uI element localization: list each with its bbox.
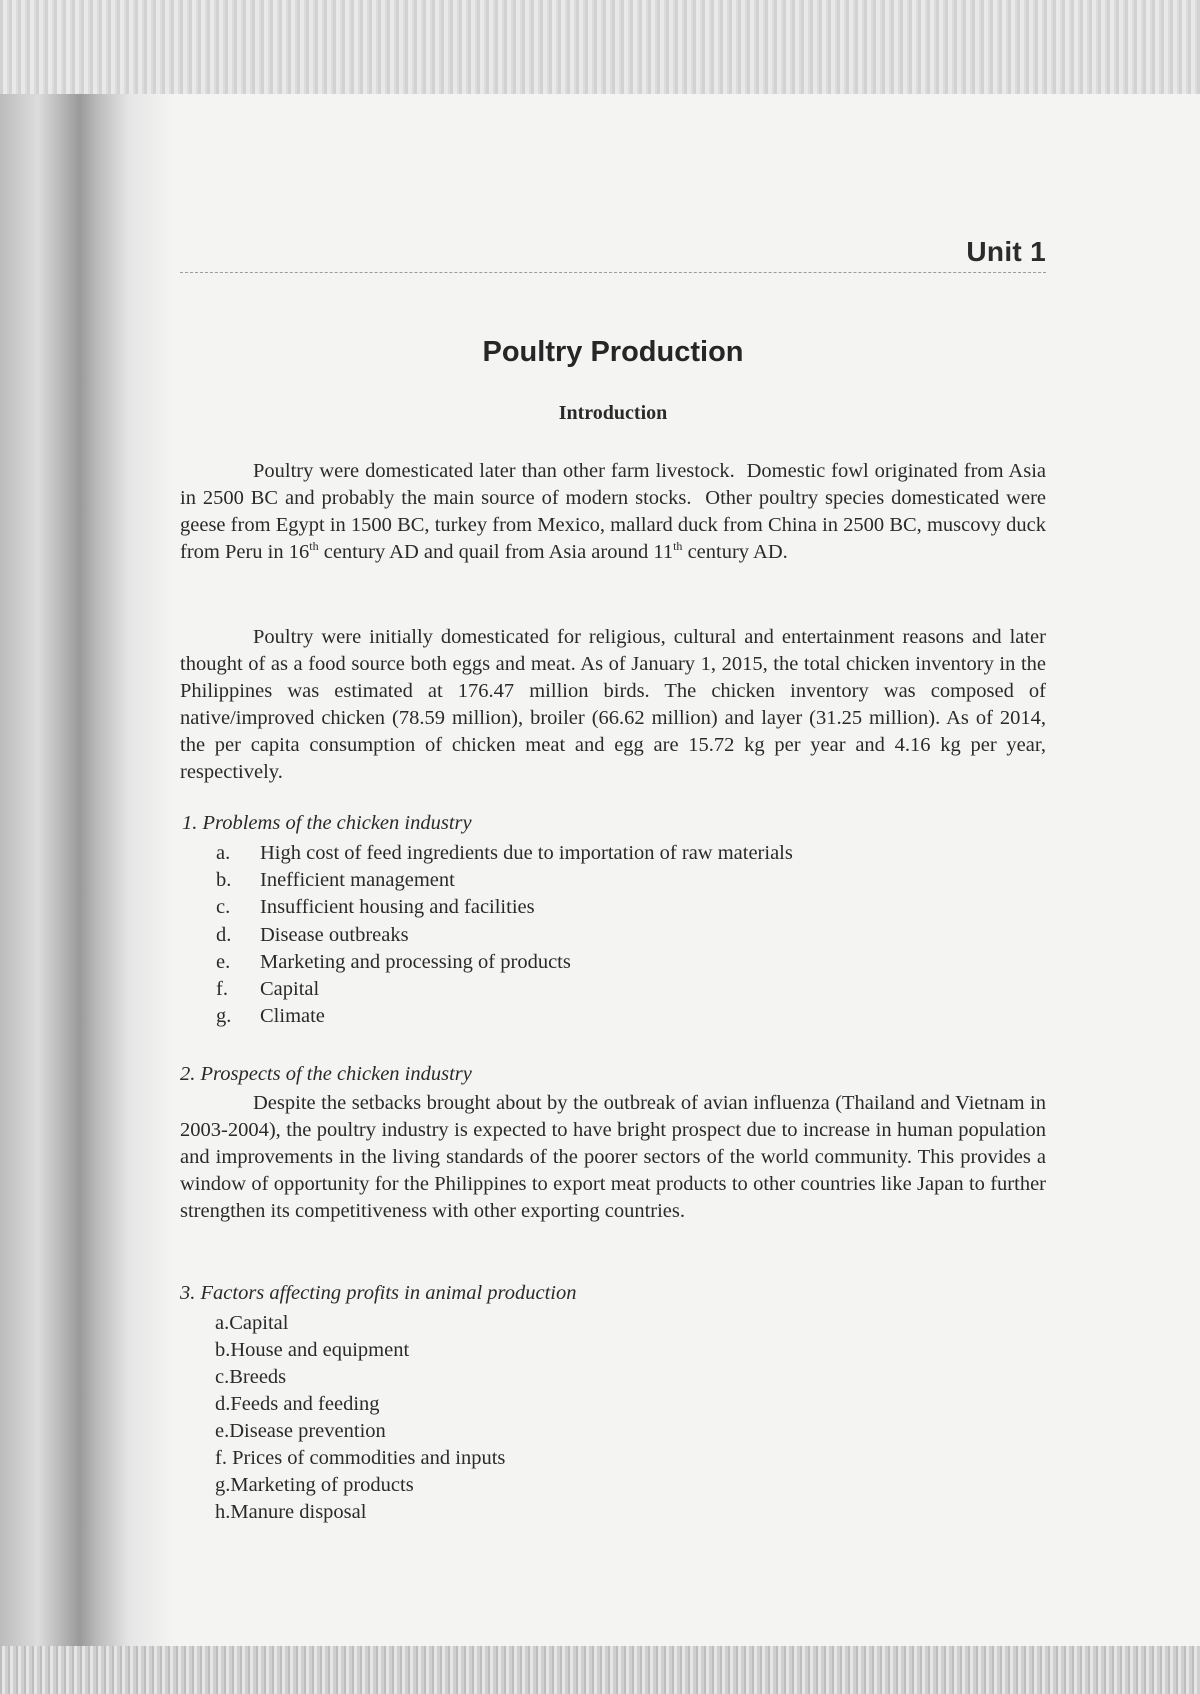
list-item: d.Feeds and feeding bbox=[215, 1393, 380, 1415]
intro-paragraph-2: Poultry were initially domesticated for religious, cultural and entertainment reasons and later thought of as a food source both eggs and meat. As of January 1, 2015, the total chicken inventory in the Philippines was estimated at 176.47 million birds. The chicken inventory was composed of native/improved chicken (78.59 million), broiler (66.62 million) and layer (31.25 million). As of 2014, the per capita consumption of chicken meat and egg are 15.72 kg per year and 4.16 kg per year, respectively. bbox=[180, 626, 1046, 783]
header-rule bbox=[180, 272, 1046, 273]
list-item: b. Inefficient management bbox=[216, 869, 455, 892]
list-item: d. Disease outbreaks bbox=[216, 923, 409, 946]
list-item: b.House and equipment bbox=[215, 1339, 410, 1361]
scan-top-edge bbox=[0, 0, 1200, 96]
list-item: a. High cost of feed ingredients due to importation of raw materials bbox=[216, 842, 793, 864]
section-1-heading: 1. Problems of the chicken industry bbox=[182, 812, 472, 834]
prospects-paragraph: Despite the setbacks brought about by the outbreak of avian influenza (Thailand and Vietnam in 2003-2004), the poultry industry is expected to have bright prospect due to increase in human population and improvements in the living standards of the poorer sectors of the world community. This provides a window of opportunity for the Philippines to export meat products to other countries like Japan to further strengthen its competitiveness with other exporting countries. bbox=[180, 1092, 1046, 1222]
section-3-heading: 3. Factors affecting profits in animal production bbox=[180, 1282, 577, 1304]
list-item: f. Capital bbox=[216, 978, 320, 1001]
intro-paragraph-1: Poultry were domesticated later than other farm livestock. Domestic fowl originated from Asia in 2500 BC and probably the main source of modern stocks. Other poultry species domesticated were geese from Egypt in 1500 BC, turkey from Mexico, mallard duck from China in 2500 BC, muscovy duck from Peru in 16th century AD and quail from Asia around 11th century AD. bbox=[180, 460, 1046, 563]
list-item: g. Climate bbox=[216, 1005, 325, 1028]
list-item: c.Breeds bbox=[215, 1366, 287, 1388]
factors-list bbox=[215, 1310, 505, 1526]
list-item: f. Prices of commodities and inputs bbox=[215, 1447, 506, 1469]
scan-bottom-edge bbox=[0, 1646, 1200, 1694]
page-title: Poultry Production bbox=[482, 336, 744, 368]
list-item: e.Disease prevention bbox=[215, 1420, 386, 1442]
list-item: g.Marketing of products bbox=[215, 1474, 414, 1496]
unit-label: Unit 1 bbox=[966, 236, 1046, 267]
list-item: c. Insufficient housing and facilities bbox=[216, 896, 535, 919]
book-spine-shadow bbox=[0, 94, 175, 1648]
section-subtitle: Introduction bbox=[558, 402, 668, 424]
list-item: h.Manure disposal bbox=[215, 1501, 367, 1523]
list-item: a.Capital bbox=[215, 1312, 289, 1334]
list-item: e. Marketing and processing of products bbox=[216, 950, 571, 973]
section-2-heading: 2. Prospects of the chicken industry bbox=[180, 1063, 472, 1085]
problems-list bbox=[216, 840, 793, 1030]
